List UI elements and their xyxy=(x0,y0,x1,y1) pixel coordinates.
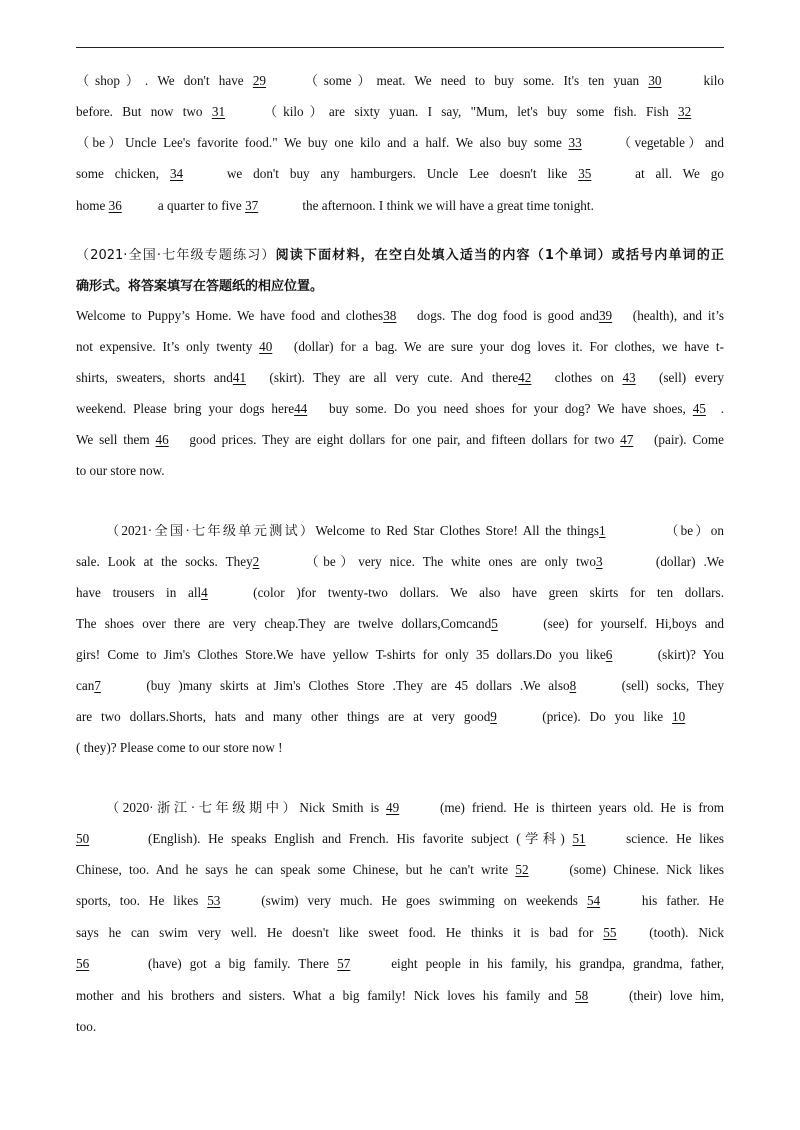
line-text: shirts, sweaters, shorts and xyxy=(76,370,233,385)
line-text: (see) for yourself. Hi,boys and xyxy=(543,616,724,631)
line-text: too. xyxy=(76,1019,97,1034)
passage-4-line-3 xyxy=(76,861,724,879)
blank-49: 49 xyxy=(386,800,400,815)
passage-2-instruction-line-2: 确形式。将答案填写在答题纸的相应位置。 xyxy=(76,279,324,294)
blank-3: 3 xyxy=(595,554,603,569)
line-text: The shoes over there are very cheap.They are twelve dollars,Comcand xyxy=(76,616,492,631)
line-text: (price). Do you like xyxy=(542,709,672,724)
line-text: （vegetable）and xyxy=(614,135,724,150)
line-text: at all. We go xyxy=(624,166,724,181)
passage-4-line-7 xyxy=(76,987,724,1005)
blank-52: 52 xyxy=(515,862,529,877)
line-text: （2021·全国·七年级单元测试）Welcome to Red Star Clothes Store! All the things xyxy=(106,523,599,538)
line-text: （be）Uncle Lee's favorite food." We buy one kilo and a half. We also buy some xyxy=(76,135,569,150)
line-text: (health), and it’s xyxy=(626,308,725,323)
line-text: dogs. The dog food is good and xyxy=(411,308,599,323)
line-text: are two dollars.Shorts, hats and many other things are at very good xyxy=(76,709,491,724)
line-text: (sell) every xyxy=(650,370,724,385)
passage-3-line-7 xyxy=(76,708,724,726)
line-text: Welcome to Puppy’s Home. We have food and clothes xyxy=(76,308,384,323)
blank-40: 40 xyxy=(259,339,273,354)
blank-2: 2 xyxy=(252,554,260,569)
blank-55: 55 xyxy=(603,925,617,940)
blank-10: 10 xyxy=(672,709,686,724)
line-text: not expensive. It’s only twenty xyxy=(76,339,260,354)
line-text: (English). He speaks English and French. His favorite subject (学科) xyxy=(148,831,573,846)
passage-1-line-5 xyxy=(76,197,724,215)
blank-5: 5 xyxy=(491,616,498,631)
line-text: says he can swim very well. He doesn't like sweet food. He thinks it is bad for xyxy=(76,925,604,940)
blank-38: 38 xyxy=(383,308,397,323)
line-text: girs! Come to Jim's Clothes Store.We have yellow T-shirts for only 35 dollars.Do you like xyxy=(76,647,606,662)
blank-31: 31 xyxy=(211,104,226,119)
passage-1-line-3 xyxy=(76,134,724,152)
blank-35: 35 xyxy=(578,166,592,181)
passage-2-line-6 xyxy=(76,462,724,480)
passage-4-line-2 xyxy=(76,830,724,848)
blank-42: 42 xyxy=(518,370,532,385)
line-text: (buy )many skirts at Jim's Clothes Store .They are 45 dollars .We also xyxy=(146,678,570,693)
passage-4-line-8 xyxy=(76,1018,724,1036)
header-rule xyxy=(76,47,724,48)
blank-46: 46 xyxy=(155,432,169,447)
blank-45: 45 xyxy=(692,401,706,416)
blank-53: 53 xyxy=(207,893,221,908)
blank-41: 41 xyxy=(232,370,247,385)
blank-51: 51 xyxy=(572,831,586,846)
line-text: eight people in his family, his grandpa, grandma, father, xyxy=(383,956,724,971)
blank-50: 50 xyxy=(76,831,90,846)
line-text: (pair). Come xyxy=(648,432,724,447)
line-text: buy some. Do you need shoes for your dog? We have shoes, xyxy=(322,401,693,416)
passage-2-line-3 xyxy=(76,369,724,387)
line-text: (dollar) for a bag. We are sure your dog loves it. For clothes, we have t- xyxy=(287,339,724,354)
line-text: (skirt). They are all very cute. And there xyxy=(260,370,519,385)
line-text: （2020·浙江·七年级期中）Nick Smith is xyxy=(106,800,387,815)
line-text: some chicken, xyxy=(76,166,170,181)
passage-2-line-4 xyxy=(76,400,724,418)
line-text: good prices. They are eight dollars for one pair, and fifteen dollars for two xyxy=(183,432,621,447)
passage-1-line-1 xyxy=(76,72,724,90)
line-text: （some）meat. We need to buy some. It's ten yuan xyxy=(298,73,649,88)
blank-9: 9 xyxy=(490,709,497,724)
line-text: We sell them xyxy=(76,432,156,447)
blank-58: 58 xyxy=(574,988,589,1003)
blank-6: 6 xyxy=(605,647,613,662)
line-text: (their) love him, xyxy=(628,988,724,1003)
line-text: kilo xyxy=(694,73,725,88)
passage-4-line-4 xyxy=(76,892,724,910)
line-text: （shop）. We don't have xyxy=(76,73,253,88)
blank-1: 1 xyxy=(599,523,606,538)
blank-44: 44 xyxy=(294,401,308,416)
blank-56: 56 xyxy=(76,956,90,971)
blank-43: 43 xyxy=(622,370,636,385)
line-text: clothes on xyxy=(546,370,623,385)
line-text: （be）on xyxy=(663,523,724,538)
passage-4-line-1 xyxy=(76,799,724,817)
passage-2-source: （2021·全国·七年级专题练习） xyxy=(76,248,276,263)
passage-2-instruction-text-1: 阅读下面材料，在空白处填入适当的内容（1个单词）或括号内单词的正 xyxy=(275,248,724,263)
line-text: . xyxy=(720,401,724,416)
line-text: can xyxy=(76,678,95,693)
blank-57: 57 xyxy=(337,956,351,971)
line-text: (have) got a big family. There xyxy=(148,956,338,971)
blank-4: 4 xyxy=(201,585,208,600)
line-text: the afternoon. I think we will have a great time tonight. xyxy=(299,198,594,213)
line-text: (me) friend. He is thirteen years old. He is from xyxy=(440,800,724,815)
line-text: a quarter to five xyxy=(154,198,246,213)
line-text: （kilo）are sixty yuan. I say, "Mum, let's buy some fish. Fish xyxy=(257,104,678,119)
line-text: sports, too. He likes xyxy=(76,893,208,908)
passage-3-line-4 xyxy=(76,615,724,633)
passage-2-line-1 xyxy=(76,307,724,325)
line-text: science. He likes xyxy=(618,831,724,846)
passage-2-line-5 xyxy=(76,431,724,449)
blank-30: 30 xyxy=(648,73,662,88)
blank-54: 54 xyxy=(586,893,601,908)
line-text: (skirt)? You xyxy=(657,647,725,662)
line-text: (swim) very much. He goes swimming on weekends xyxy=(261,893,587,908)
line-text: sale. Look at the socks. They xyxy=(76,554,253,569)
blank-32: 32 xyxy=(678,104,692,119)
blank-33: 33 xyxy=(568,135,582,150)
passage-2-instruction-line-1 xyxy=(76,247,724,265)
line-text: home xyxy=(76,198,109,213)
line-text: (color )for twenty-two dollars. We also have green skirts for ten dollars. xyxy=(253,585,724,600)
line-text: (sell) socks, They xyxy=(621,678,724,693)
line-text: weekend. Please bring your dogs here xyxy=(76,401,295,416)
passage-3-line-1 xyxy=(76,522,724,540)
passage-2-line-2 xyxy=(76,338,724,356)
passage-3-line-5 xyxy=(76,646,724,664)
blank-36: 36 xyxy=(108,198,122,213)
passage-3-line-2 xyxy=(76,553,724,571)
line-text: before. But now two xyxy=(76,104,212,119)
line-text: to our store now. xyxy=(76,463,165,478)
line-text: (some) Chinese. Nick likes xyxy=(569,862,724,877)
blank-37: 37 xyxy=(245,198,259,213)
blank-7: 7 xyxy=(94,678,101,693)
line-text: ( they)? Please come to our store now ! xyxy=(76,740,283,755)
passage-1-line-2 xyxy=(76,103,724,121)
blank-8: 8 xyxy=(569,678,577,693)
passage-1-line-4 xyxy=(76,165,724,183)
blank-34: 34 xyxy=(169,166,184,181)
blank-47: 47 xyxy=(620,432,634,447)
line-text: his father. He xyxy=(632,893,724,908)
blank-29: 29 xyxy=(252,73,267,88)
line-text: mother and his brothers and sisters. What a big family! Nick loves his family and xyxy=(76,988,575,1003)
line-text: we don't buy any hamburgers. Uncle Lee doesn't like xyxy=(215,166,579,181)
passage-3-line-8 xyxy=(76,739,724,757)
passage-3-line-6 xyxy=(76,677,724,695)
passage-4-line-5 xyxy=(76,924,724,942)
line-text: (tooth). Nick xyxy=(649,925,724,940)
line-text: （be）very nice. The white ones are only two xyxy=(300,554,596,569)
passage-4-line-6 xyxy=(76,955,724,973)
blank-39: 39 xyxy=(598,308,613,323)
line-text: Chinese, too. And he says he can speak some Chinese, but he can't write xyxy=(76,862,516,877)
line-text: have trousers in all xyxy=(76,585,202,600)
line-text: (dollar) .We xyxy=(647,554,724,569)
passage-3-line-3 xyxy=(76,584,724,602)
